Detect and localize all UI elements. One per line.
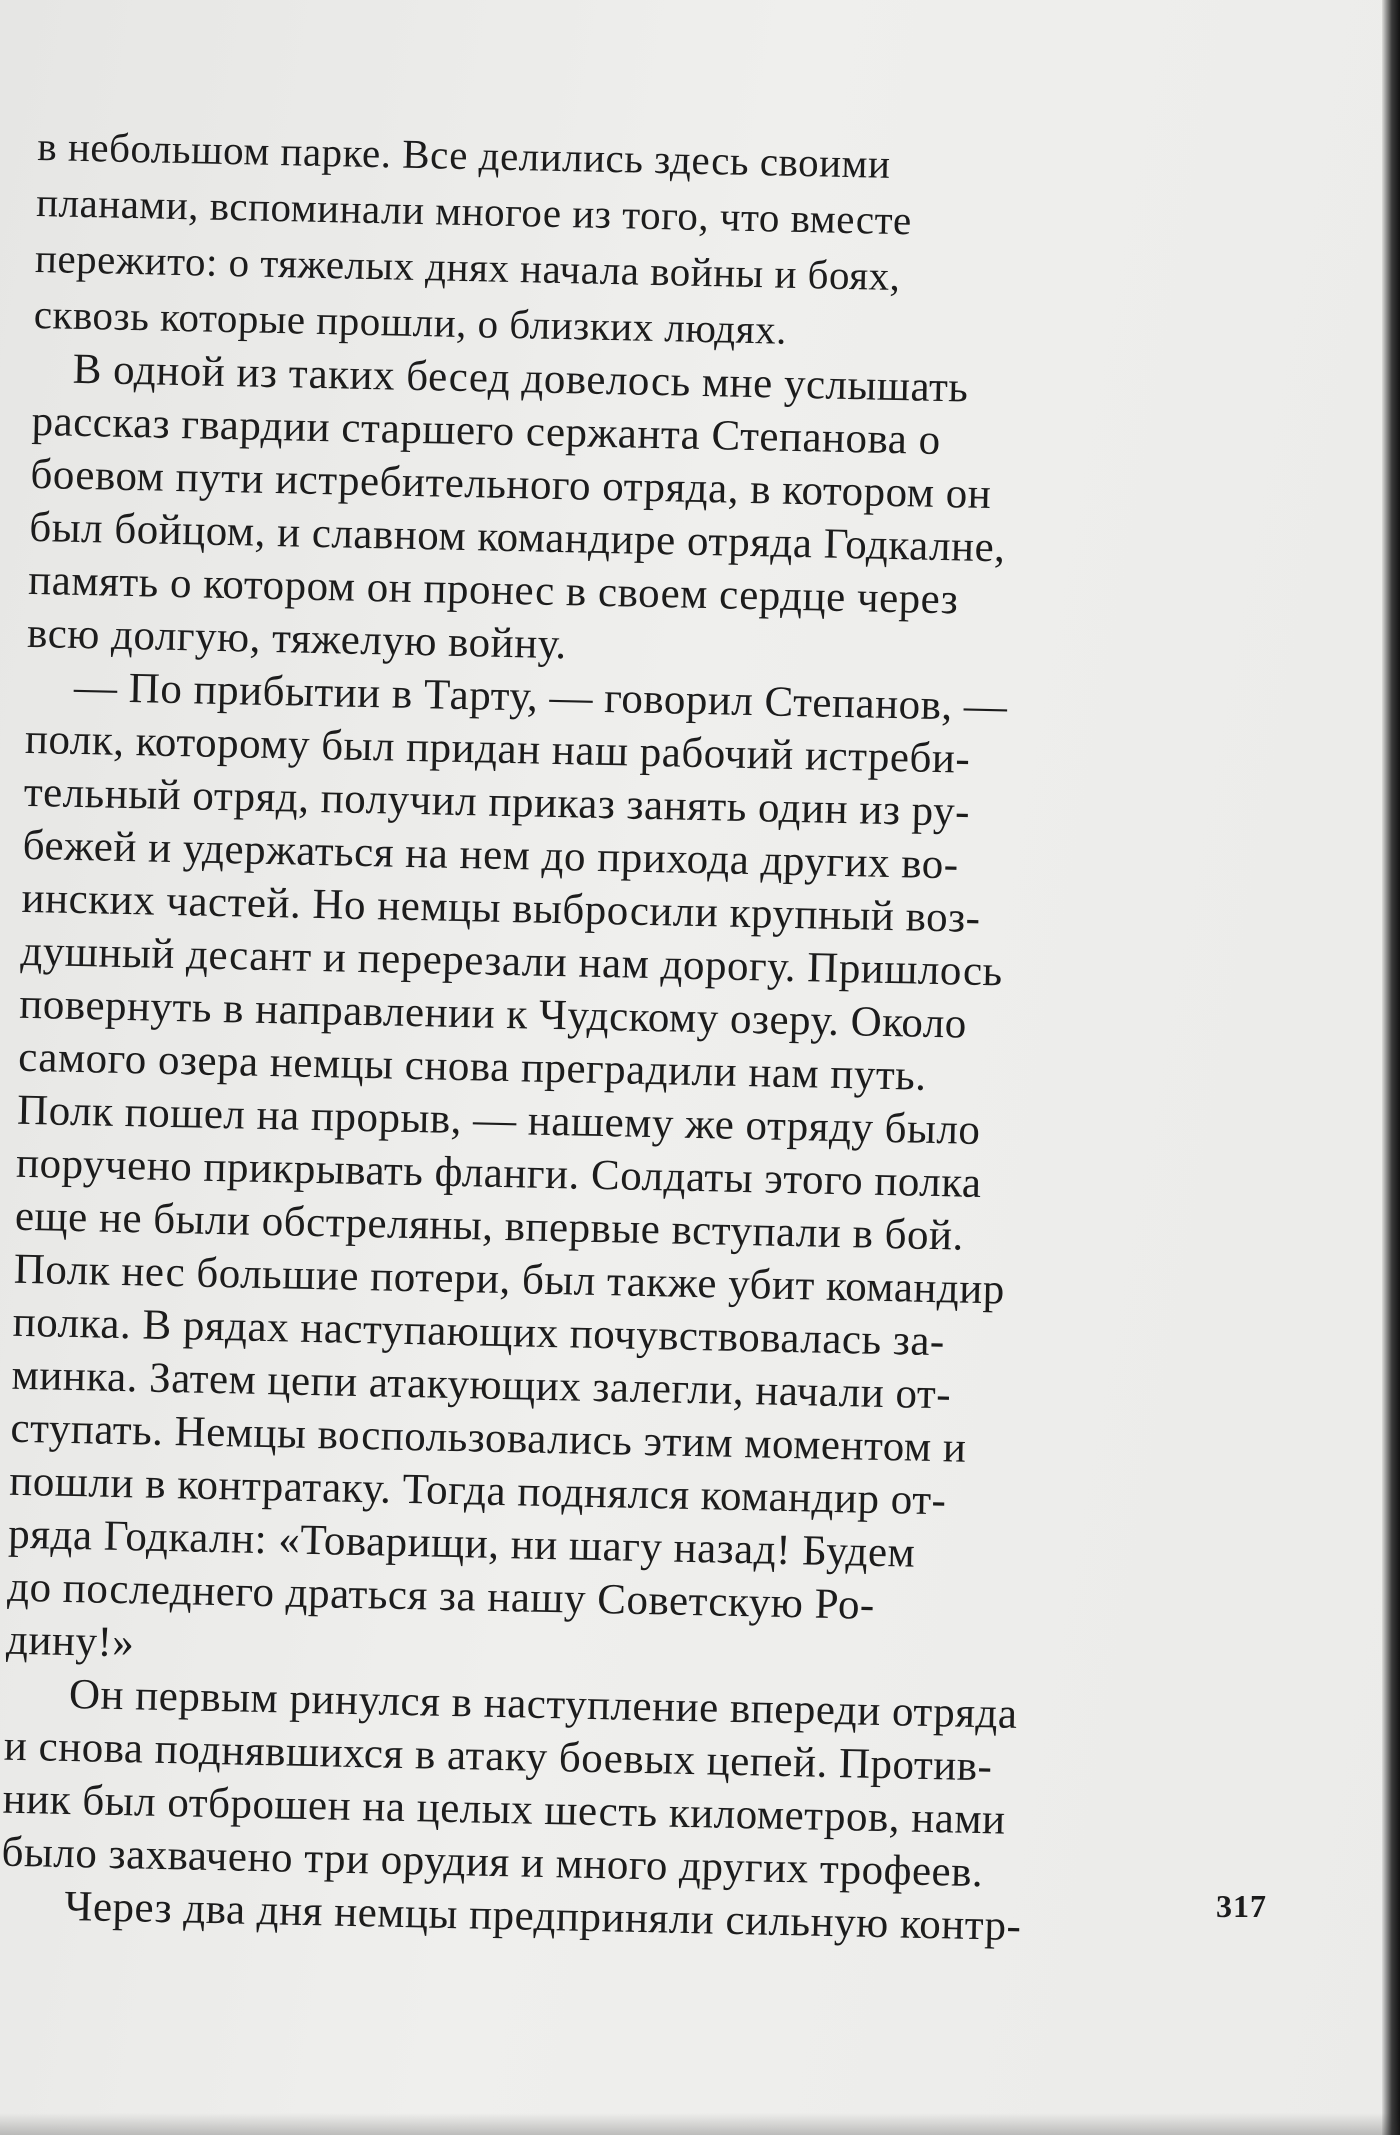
text-line: до последнего драться за нашу Советскую Ро- [6,1563,876,1629]
text-line: память о котором он пронес в своем сердце через [27,556,959,624]
text-line: Он первым ринулся в наступление впереди отряда [68,1670,1018,1738]
text-line: Полк пошел на прорыв, — нашему же отряду было [16,1086,981,1154]
text-line: и снова поднявшихся в атаку боевых цепей. Против- [3,1722,993,1791]
page-text [0,118,1268,1957]
text-line: всю долгую, тяжелую войну. [26,609,568,669]
paragraph-4 [0,1667,1235,1958]
paragraph-3 [6,660,1257,1693]
text-line: поручено прикрывать фланги. Солдаты этого полка [15,1139,983,1207]
text-line: рассказ гвардии старшего сержанта Степанова о [31,397,942,464]
text-line: инских частей. Но немцы выбросили крупный воз- [21,874,981,942]
book-spine-shadow [1382,0,1400,2135]
text-line: пошли в контратаку. Тогда поднялся командир от- [8,1457,947,1525]
text-line: пережито: о тяжелых днях начала войны и боях, [34,234,901,300]
text-line: ступать. Немцы воспользовались этим моментом и [10,1404,967,1472]
page-number: 317 [1216,1888,1267,1924]
text-line: был бойцом, и славном командире отряда Годкалне, [28,503,1006,572]
text-line: бежей и удержаться на нем до прихода других во- [22,821,960,889]
paragraph-2 [27,342,1263,686]
text-line: ник был отброшен на целых шесть километров, нами [2,1775,1007,1844]
text-line: дину!» [5,1616,135,1667]
text-line: тельный отряд, получил приказ занять один из ру- [23,768,971,836]
text-line: В одной из таких бесед довелось мне услышать [72,345,969,412]
text-line: боевом пути истребительного отряда, в котором он [30,450,992,519]
text-line: полка. В рядах наступающих почувствовалась за- [12,1298,946,1366]
text-line: ряда Годкалн: «Товарищи, ни шагу назад! Будем [7,1510,916,1577]
text-line: минка. Затем цепи атакующих залегли, начали от- [11,1351,952,1419]
text-line: Через два дня немцы предприняли сильную контр- [64,1882,1022,1950]
text-line: повернуть в направлении к Чудскому озеру. Около [18,980,968,1048]
text-line: душный десант и перерезали нам дорогу. Пришлось [20,927,1004,996]
paragraph-1 [33,118,1267,368]
text-line: сквозь которые прошли, о близких людях. [33,290,788,353]
text-line: планами, вспоминали многое из того, что вместе [35,178,913,244]
text-line: — По прибытии в Тарту, — говорил Степанов, — [73,663,1008,731]
page-bottom-shadow [0,2113,1400,2135]
text-line: еще не были обстреляны, впервые вступали в бой. [14,1192,965,1260]
text-line: было захвачено три орудия и много других трофеев. [1,1828,984,1897]
text-line: самого озера немцы снова преградили нам путь. [17,1033,928,1100]
text-line: в небольшом парке. Все делились здесь своими [36,122,891,187]
text-line: Полк нес большие потери, был также убит командир [13,1245,1006,1314]
text-line: полк, которому был придан наш рабочий истреби- [24,715,971,783]
